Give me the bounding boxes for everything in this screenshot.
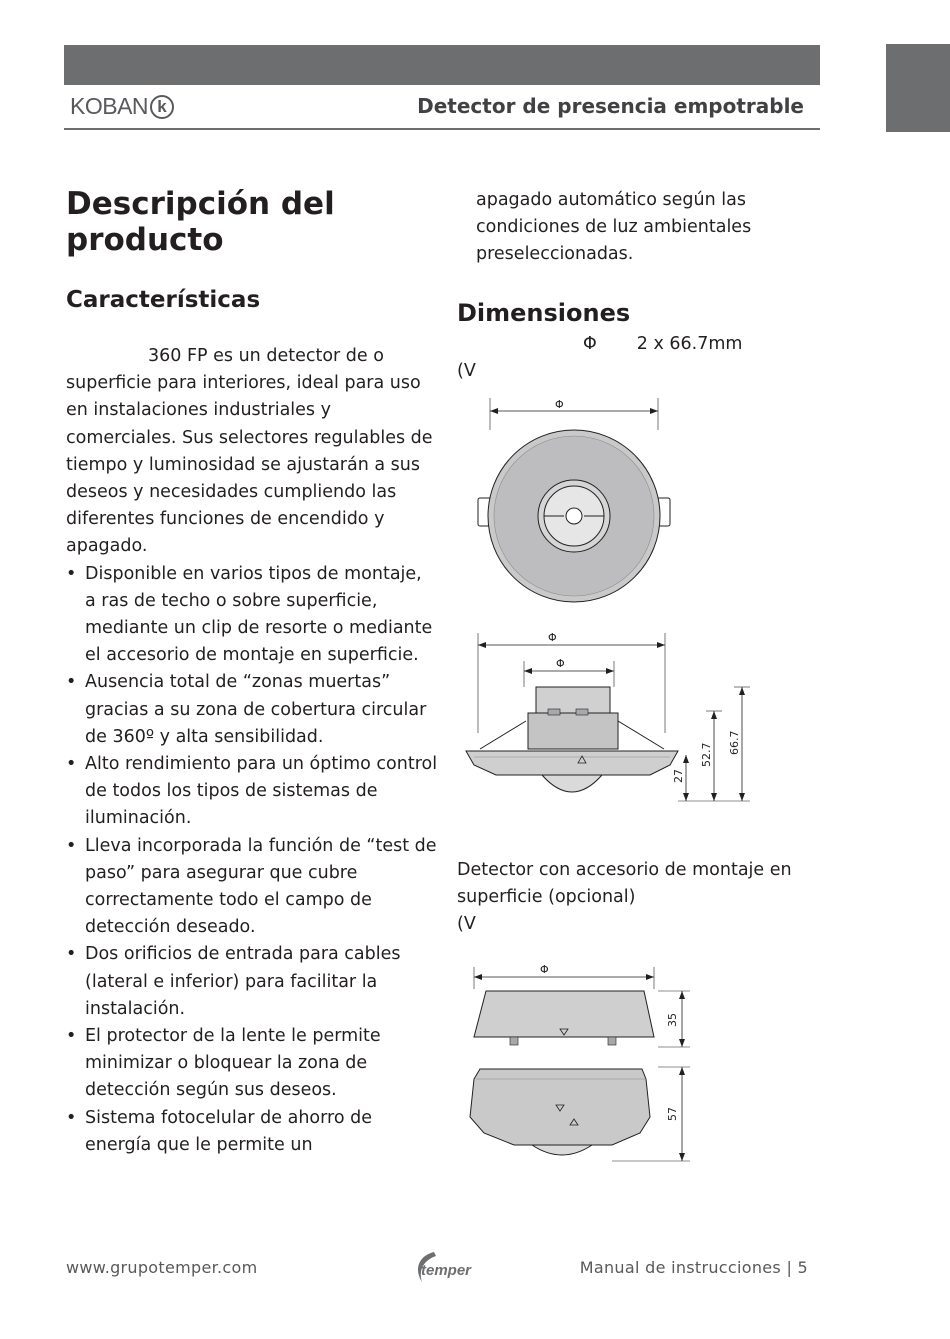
list-item: • Lleva incorporada la función de “test de paso” para asegurar que cubre correctamente todo el campo de detección deseado. bbox=[66, 833, 438, 942]
dim-label-phi-surface: Φ bbox=[540, 963, 549, 976]
surface-mount-caption bbox=[457, 857, 817, 939]
dim-label-57: 57 bbox=[666, 1107, 679, 1121]
intro-paragraph bbox=[66, 343, 438, 561]
list-item: • Dos orificios de entrada para cables (lateral e inferior) para facilitar la instalación. bbox=[66, 941, 438, 1023]
footer-page-label: Manual de instrucciones | 5 bbox=[579, 1258, 808, 1277]
dim-label-phi: Φ bbox=[555, 398, 564, 411]
dimensions-value: 2 x 66.7mm bbox=[636, 334, 743, 354]
features-column bbox=[66, 343, 438, 1159]
dimensions-heading: Dimensiones bbox=[457, 299, 631, 327]
footer-url[interactable]: www.grupotemper.com bbox=[66, 1258, 258, 1277]
section-tab bbox=[886, 44, 950, 132]
surface-caption-text: Detector con accesorio de montaje en superficie (opcional) bbox=[457, 860, 792, 908]
header-rule bbox=[64, 128, 820, 130]
list-item: • Alto rendimiento para un óptimo control de todos los tipos de sistemas de iluminación. bbox=[66, 751, 438, 833]
dim-label-52-7: 52.7 bbox=[700, 742, 713, 767]
list-item: • Ausencia total de “zonas muertas” gracias a su zona de cobertura circular de 360º y alta sensibilidad. bbox=[66, 669, 438, 751]
top-view-drawing bbox=[470, 390, 680, 620]
document-title: Detector de presencia empotrable bbox=[417, 94, 804, 118]
side-view-drawing bbox=[460, 625, 760, 810]
page-title: Descripción del producto bbox=[66, 186, 335, 258]
dimensions-text bbox=[457, 331, 817, 385]
dimensions-note: (V bbox=[457, 361, 476, 382]
logo-text: KOBAN bbox=[70, 93, 149, 119]
bullet-continuation: apagado automático según las condiciones de luz ambientales preseleccionadas. bbox=[476, 190, 752, 265]
features-heading: Características bbox=[66, 287, 261, 313]
surface-mount-drawing bbox=[462, 955, 702, 1170]
dim-label-phi-inner: Φ bbox=[556, 657, 565, 670]
list-item: • Sistema fotocelular de ahorro de energía que le permite un bbox=[66, 1105, 438, 1159]
dim-label-35: 35 bbox=[666, 1013, 679, 1027]
koban-logo bbox=[70, 93, 174, 120]
features-list bbox=[66, 561, 438, 1159]
surface-caption-note: (V bbox=[457, 914, 476, 935]
intro-text: 360 FP es un detector de o superficie para interiores, ideal para uso en instalaciones industriales y comerciales. Sus selectores regulables de tiempo y luminosidad se ajustarán a sus deseos y necesidades cumpliendo las diferentes funciones de encendido y apagado. bbox=[66, 346, 433, 557]
dim-label-phi-outer: Φ bbox=[548, 631, 557, 644]
list-item: • El protector de la lente le permite minimizar o bloquear la zona de detección según sus deseos. bbox=[66, 1023, 438, 1105]
phi-symbol: Φ bbox=[583, 334, 597, 354]
dim-label-66-7: 66.7 bbox=[728, 730, 741, 755]
logo-mark: k bbox=[150, 95, 174, 119]
header-bar bbox=[64, 45, 820, 85]
list-item: • Disponible en varios tipos de montaje, a ras de techo o sobre superficie, mediante un clip de resorte o mediante el accesorio de montaje en superficie. bbox=[66, 561, 438, 670]
dim-label-27: 27 bbox=[672, 769, 685, 783]
footer-brand: temper bbox=[421, 1262, 472, 1279]
